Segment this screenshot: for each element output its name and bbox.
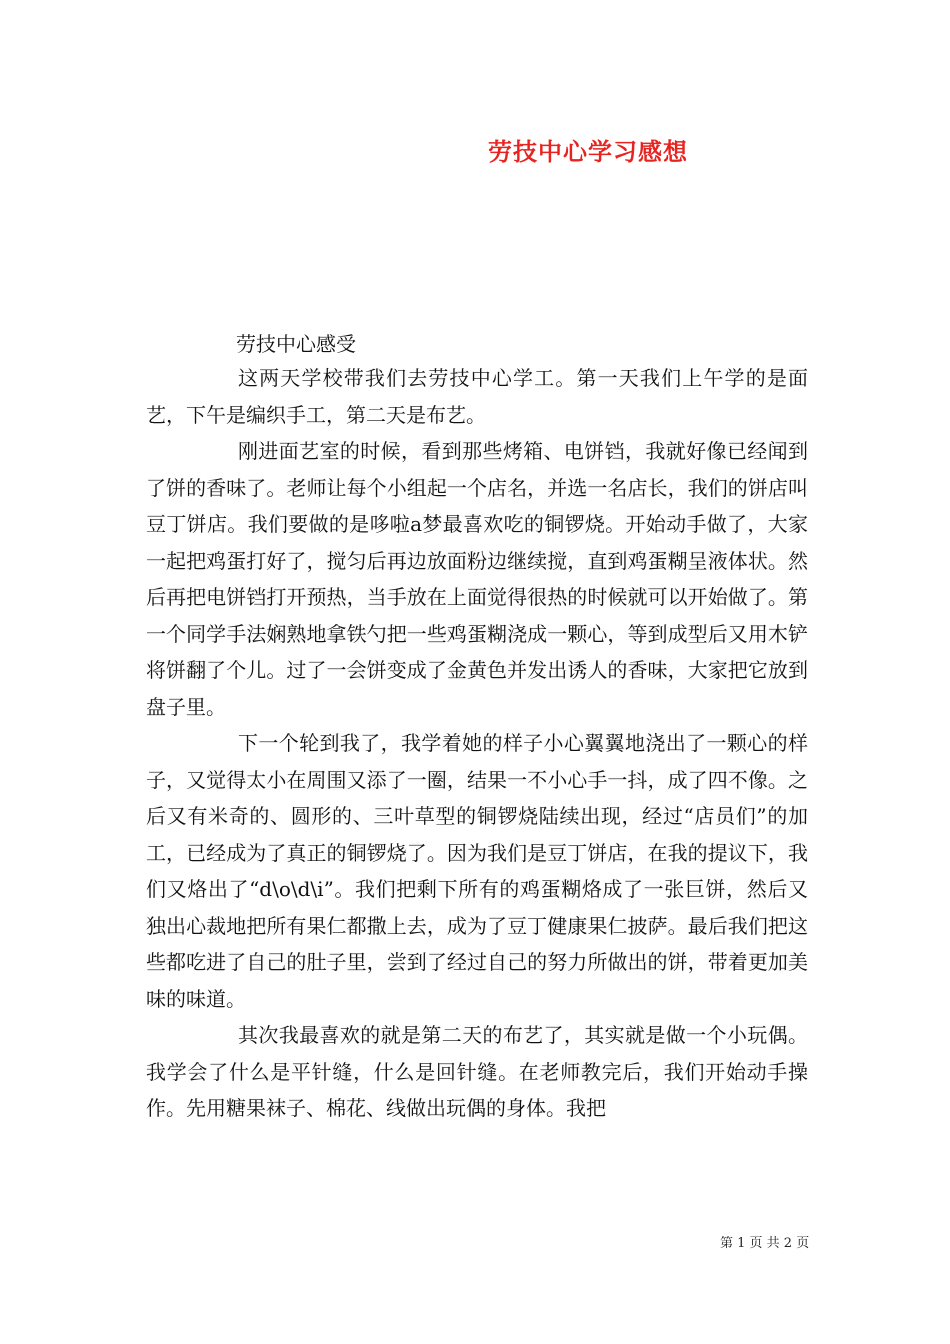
document-title: 劳技中心学习感想 xyxy=(488,137,688,166)
paragraph-1: 这两天学校带我们去劳技中心学工。第一天我们上午学的是面艺，下午是编织手工，第二天是布艺。 xyxy=(146,366,808,427)
document-subtitle: 劳技中心感受 xyxy=(236,332,356,356)
page-number-footer: 第 1 页 共 2 页 xyxy=(720,1236,810,1251)
document-body xyxy=(146,360,808,1127)
paragraph-2: 刚进面艺室的时候，看到那些烤箱、电饼铛，我就好像已经闻到了饼的香味了。老师让每个小组起一个店名，并选一名店长，我们的饼店叫豆丁饼店。我们要做的是哆啦a梦最喜欢吃的铜锣烧。开始动手做了，大家一起把鸡蛋打好了，搅匀后再边放面粉边继续搅，直到鸡蛋糊呈液体状。然后再把电饼铛打开预热，当手放在上面觉得很热的时候就可以开始做了。第一个同学手法娴熟地拿铁勺把一些鸡蛋糊浇成一颗心，等到成型后又用木铲将饼翻了个儿。过了一会饼变成了金黄色并发出诱人的香味，大家把它放到盘子里。 xyxy=(146,439,808,719)
paragraph-4: 其次我最喜欢的就是第二天的布艺了，其实就是做一个小玩偶。我学会了什么是平针缝，什么是回针缝。在老师教完后，我们开始动手操作。先用糖果袜子、棉花、线做出玩偶的身体。我把 xyxy=(146,1023,808,1120)
paragraph-3: 下一个轮到我了，我学着她的样子小心翼翼地浇出了一颗心的样子，又觉得太小在周围又添了一圈，结果一不小心手一抖，成了四不像。之后又有米奇的、圆形的、三叶草型的铜锣烧陆续出现，经过“店员们”的加工，已经成为了真正的铜锣烧了。因为我们是豆丁饼店，在我的提议下，我们又烙出了“d\o\d\i”。我们把剩下所有的鸡蛋糊烙成了一张巨饼，然后又独出心裁地把所有果仁都撒上去，成为了豆丁健康果仁披萨。最后我们把这些都吃进了自己的肚子里，尝到了经过自己的努力所做出的饼，带着更加美味的味道。 xyxy=(146,731,808,1011)
